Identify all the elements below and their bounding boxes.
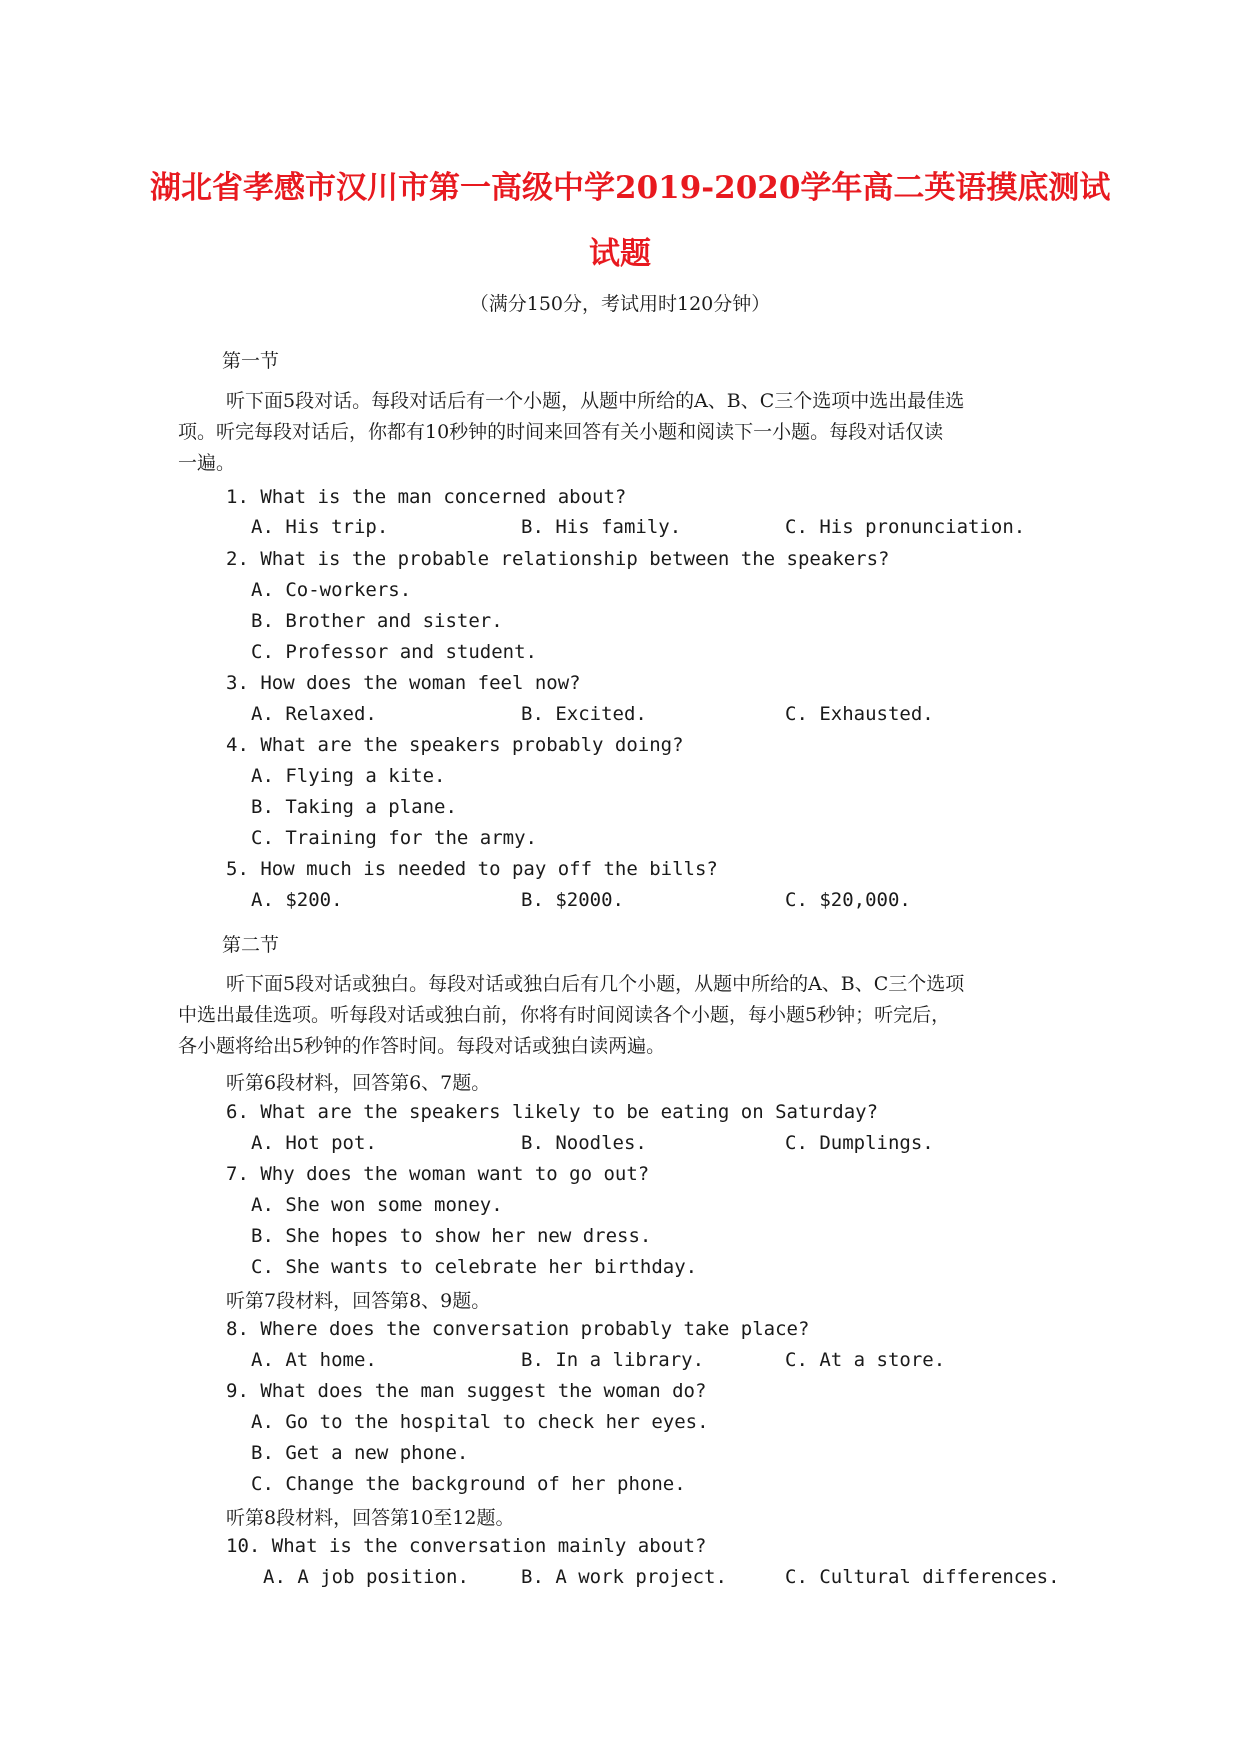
section-instructions xyxy=(178,969,1068,1062)
option-c: C. Dumplings. xyxy=(785,1132,934,1154)
option-b: B. $2000. xyxy=(521,889,624,911)
option-b: B. Get a new phone. xyxy=(251,1442,469,1464)
doc-title-line1: 湖北省孝感市汉川市第一高级中学2019-2020学年高二英语摸底测试 xyxy=(150,170,1111,206)
instruction-line: 听下面5段对话或独白。每段对话或独白后有几个小题，从题中所给的A、B、C三个选项 xyxy=(226,973,965,995)
material-note: 听第7段材料，回答第8、9题。 xyxy=(226,1290,491,1312)
instruction-line: 中选出最佳选项。听每段对话或独白前，你将有时间阅读各个小题，每小题5秒钟；听完后， xyxy=(178,1004,951,1026)
option-c: C. Exhausted. xyxy=(785,703,934,725)
option-b: B. Excited. xyxy=(521,703,647,725)
option-a: A. His trip. xyxy=(251,516,389,538)
option-b: B. Brother and sister. xyxy=(251,610,503,632)
doc-subtitle: （满分150分，考试用时120分钟） xyxy=(469,293,771,315)
option-b: B. His family. xyxy=(521,516,682,538)
question-10: 10. What is the conversation mainly about? xyxy=(226,1535,707,1557)
option-a: A. $200. xyxy=(251,889,343,911)
section-heading: 第二节 xyxy=(222,934,280,956)
instruction-line: 各小题将给出5秒钟的作答时间。每段对话或独白读两遍。 xyxy=(178,1035,666,1057)
option-b: B. She hopes to show her new dress. xyxy=(251,1225,652,1247)
option-a: A. At home. xyxy=(251,1349,377,1371)
option-a: A. Co-workers. xyxy=(251,579,412,601)
section-heading: 第一节 xyxy=(222,350,280,372)
question-2: 2. What is the probable relationship between the speakers? xyxy=(226,548,890,570)
option-b: B. Taking a plane. xyxy=(251,796,457,818)
option-a: A. Go to the hospital to check her eyes. xyxy=(251,1411,709,1433)
option-a: A. She won some money. xyxy=(251,1194,503,1216)
option-b: B. Noodles. xyxy=(521,1132,647,1154)
question-1: 1. What is the man concerned about? xyxy=(226,486,627,508)
option-c: C. $20,000. xyxy=(785,889,911,911)
option-c: C. She wants to celebrate her birthday. xyxy=(251,1256,698,1278)
option-a: A. Relaxed. xyxy=(251,703,377,725)
option-a: A. A job position. xyxy=(263,1566,469,1588)
option-b: B. In a library. xyxy=(521,1349,705,1371)
question-9: 9. What does the man suggest the woman do? xyxy=(226,1380,707,1402)
question-5: 5. How much is needed to pay off the bills? xyxy=(226,858,718,880)
section-instructions xyxy=(178,386,1068,479)
option-c: C. At a store. xyxy=(785,1349,946,1371)
instruction-line: 听下面5段对话。每段对话后有一个小题，从题中所给的A、B、C三个选项中选出最佳选 xyxy=(226,390,965,412)
instruction-line: 项。听完每段对话后，你都有10秒钟的时间来回答有关小题和阅读下一小题。每段对话仅读 xyxy=(178,421,944,443)
material-note: 听第6段材料，回答第6、7题。 xyxy=(226,1072,491,1094)
option-a: A. Flying a kite. xyxy=(251,765,446,787)
option-b: B. A work project. xyxy=(521,1566,727,1588)
doc-title-line2: 试题 xyxy=(589,236,651,272)
question-3: 3. How does the woman feel now? xyxy=(226,672,581,694)
question-6: 6. What are the speakers likely to be eating on Saturday? xyxy=(226,1101,879,1123)
option-c: C. His pronunciation. xyxy=(785,516,1026,538)
option-c: C. Professor and student. xyxy=(251,641,537,663)
instruction-line: 一遍。 xyxy=(178,452,236,474)
option-c: C. Change the background of her phone. xyxy=(251,1473,686,1495)
option-c: C. Cultural differences. xyxy=(785,1566,1060,1588)
option-c: C. Training for the army. xyxy=(251,827,537,849)
option-a: A. Hot pot. xyxy=(251,1132,377,1154)
question-4: 4. What are the speakers probably doing? xyxy=(226,734,684,756)
material-note: 听第8段材料，回答第10至12题。 xyxy=(226,1507,515,1529)
question-7: 7. Why does the woman want to go out? xyxy=(226,1163,650,1185)
question-8: 8. Where does the conversation probably take place? xyxy=(226,1318,810,1340)
